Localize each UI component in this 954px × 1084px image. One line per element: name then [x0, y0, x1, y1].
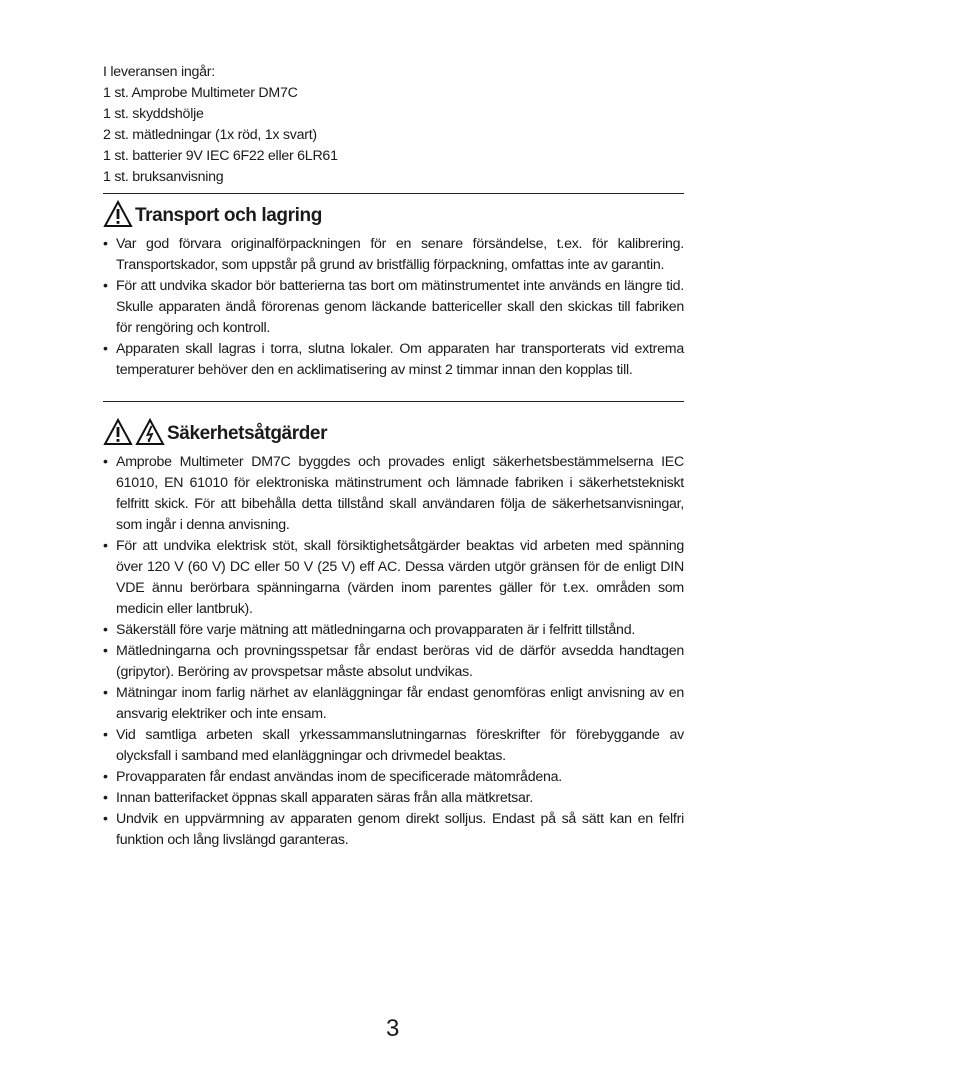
bullet-icon: •	[103, 643, 108, 659]
bullet-icon: •	[103, 622, 108, 638]
list-item: • Apparaten skall lagras i torra, slutna lokaler. Om apparaten har transporterats vid extrema temperaturer behöver den en acklimatisering av minst 2 timmar innan den kopplas till.	[103, 341, 684, 378]
safety-list	[103, 452, 684, 851]
list-item: • Provapparaten får endast användas inom de specificerade mätområdena.	[103, 767, 684, 788]
list-item: • Mätledningarna och provningsspetsar får endast beröras vid de därför avsedda handtagen (gripytor). Beröring av provspetsar måste absolut undvikas.	[103, 643, 684, 680]
list-item: • Vid samtliga arbeten skall yrkessammanslutningarnas föreskrifter för förebyggande av olycksfall i samband med elanläggningar och drivmedel beaktas.	[103, 727, 684, 764]
delivery-line: 1 st. bruksanvisning	[103, 169, 224, 185]
list-item: • Undvik en uppvärmning av apparaten genom direkt solljus. Endast på så sätt kan en felfri funktion och lång livslängd garanteras.	[103, 811, 684, 848]
delivery-line: I leveransen ingår:	[103, 64, 215, 80]
list-item: • Var god förvara originalförpackningen för en senare försändelse, t.ex. för kalibrering. Transportskador, som uppstår på grund av bristfällig förpackning, omfattas inte av garantin.	[103, 236, 684, 273]
delivery-line: 1 st. skyddshölje	[103, 106, 204, 122]
delivery-line: 1 st. batterier 9V IEC 6F22 eller 6LR61	[103, 148, 338, 164]
section-divider	[103, 193, 684, 194]
transport-list	[103, 234, 684, 381]
list-item: • Säkerställ före varje mätning att mätledningarna och provapparaten är i felfritt tillstånd.	[103, 620, 684, 641]
bullet-icon: •	[103, 278, 108, 294]
list-item: • Innan batterifacket öppnas skall apparaten säras från alla mätkretsar.	[103, 788, 684, 809]
transport-heading	[103, 200, 684, 228]
safety-heading	[103, 418, 684, 446]
bullet-icon: •	[103, 341, 108, 357]
delivery-line: 2 st. mätledningar (1x röd, 1x svart)	[103, 127, 317, 143]
section-divider	[103, 401, 684, 402]
page-number: 3	[386, 1015, 400, 1042]
bullet-icon: •	[103, 454, 108, 470]
warning-triangle-icon	[103, 418, 133, 446]
list-item: • Mätningar inom farlig närhet av elanläggningar får endast genomföras enligt anvisning av en ansvarig elektriker och inte ensam.	[103, 685, 684, 722]
bullet-icon: •	[103, 236, 108, 252]
warning-triangle-icon	[103, 200, 133, 228]
section-title: Transport och lagring	[135, 205, 322, 226]
list-item: • Amprobe Multimeter DM7C byggdes och provades enligt säkerhetsbestämmelserna IEC 61010, EN 61010 för elektroniska mätinstrument och lämnade fabriken i säkerhetstekniskt felfritt skick. För att bibehålla detta tillstånd skall användaren följa de säkerhetsanvisningar, som ingår i denna anvisning.	[103, 454, 684, 533]
high-voltage-triangle-icon	[135, 418, 165, 446]
list-item: • För att undvika elektrisk stöt, skall försiktighetsåtgärder beaktas vid arbeten med spänning över 120 V (60 V) DC eller 50 V (25 V) eff AC. Dessa värden utgör gränsen för de enligt DIN VDE ännu berörbara spänningarna (värden inom parentes gäller för t.ex. områden som medicin eller lantbruk).	[103, 538, 684, 617]
bullet-icon: •	[103, 769, 108, 785]
bullet-icon: •	[103, 538, 108, 554]
bullet-icon: •	[103, 727, 108, 743]
bullet-icon: •	[103, 685, 108, 701]
manual-page	[103, 62, 684, 851]
delivery-line: 1 st. Amprobe Multimeter DM7C	[103, 85, 298, 101]
section-title: Säkerhetsåtgärder	[167, 423, 328, 444]
bullet-icon: •	[103, 790, 108, 806]
delivery-contents	[103, 62, 684, 188]
list-item: • För att undvika skador bör batterierna tas bort om mätinstrumentet inte används en längre tid. Skulle apparaten ändå förorenas genom läckande battericeller skall den skickas till fabriken för rengöring och kontroll.	[103, 278, 684, 336]
bullet-icon: •	[103, 811, 108, 827]
